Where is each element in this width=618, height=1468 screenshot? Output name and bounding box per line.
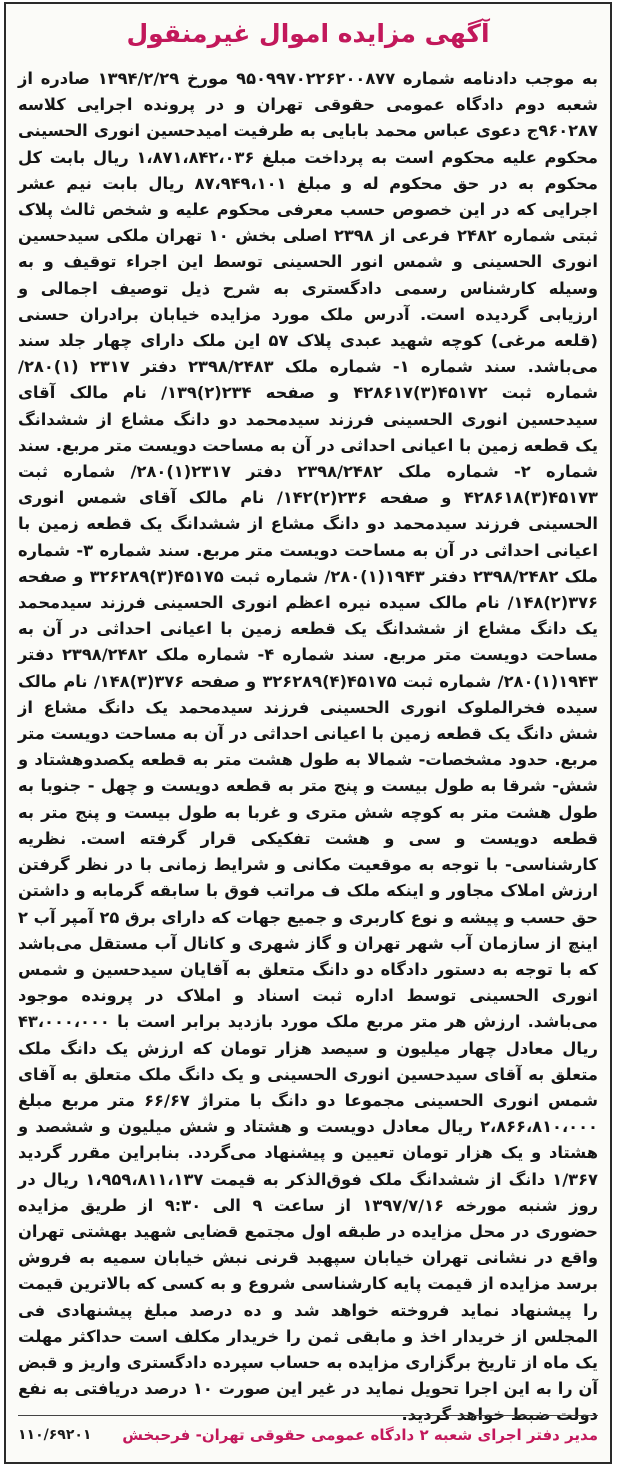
auction-notice [4, 2, 612, 1464]
notice-footer [18, 1415, 598, 1454]
title-bar [6, 4, 610, 62]
notice-body: به موجب دادنامه شماره ۹۵۰۹۹۷۰۲۲۶۲۰۰۸۷۷ مورخ ۱۳۹۴/۲/۲۹ صادره از شعبه دوم دادگاه عمومی حقوقی تهران و در پرونده اجرایی کلاسه ۹۶۰۲۸۷ج دعوی عباس محمد بابایی به طرفیت امیدحسین انوری الحسینی محکوم علیه محکوم است به پرداخت مبلغ ۱،۸۷۱،۸۴۲،۰۳۶ ریال بابت کل محکوم به در حق محکوم له و مبلغ ۸۷،۹۴۹،۱۰۱ ریال بابت نیم عشر اجرایی که در این خصوص حسب معرفی محکوم علیه و شخص ثالث پلاک ثبتی شماره ۲۴۸۲ فرعی از ۲۳۹۸ اصلی بخش ۱۰ تهران ملکی سیدحسین انوری الحسینی و شمس انور الحسینی توسط این اجراء توقیف و به وسیله کارشناس رسمی دادگستری به شرح ذیل توصیف اجمالی و ارزیابی گردیده است. آدرس ملک مورد مزایده خیابان برادران حسنی (قلعه مرغی) کوچه شهید عبدی پلاک ۵۷ این ملک دارای چهار جلد سند می‌باشد. سند شماره ۱- شماره ملک ۲۳۹۸/۲۴۸۳ دفتر ۲۳۱۷ (۱)۲۸۰/ شماره ثبت ۴۵۱۷۲(۳)۴۲۸۶۱۷ و صفحه ۲۳۴(۲)۱۳۹/ نام مالک آقای سیدحسین انوری الحسینی فرزند سیدمحمد دو دانگ مشاع از ششدانگ یک قطعه زمین با اعیانی احداثی در آن به مساحت دویست متر مربع. سند شماره ۲- شماره ملک ۲۳۹۸/۲۴۸۲ دفتر ۲۳۱۷(۱)۲۸۰/ شماره ثبت ۴۵۱۷۳(۳)۴۲۸۶۱۸ و صفحه ۲۳۶(۲)۱۴۲/ نام مالک آقای شمس انوری الحسینی فرزند سیدمحمد دو دانگ مشاع از ششدانگ یک قطعه زمین با اعیانی احداثی در آن به مساحت دویست متر مربع. سند شماره ۳- شماره ملک ۲۳۹۸/۲۴۸۲ دفتر ۱۹۴۳(۱)۲۸۰/ شماره ثبت ۴۵۱۷۵(۳)۳۲۶۲۸۹ و صفحه ۳۷۶(۲)۱۴۸/ نام مالک سیده نیره اعظم انوری الحسینی فرزند سیدمحمد یک دانگ مشاع از ششدانگ یک قطعه زمین با اعیانی احداثی در آن به مساحت دویست متر مربع. سند شماره ۴- شماره ملک ۲۳۹۸/۲۴۸۲ دفتر ۱۹۴۳(۱)۲۸۰/ شماره ثبت ۴۵۱۷۵(۴)۳۲۶۲۸۹ و صفحه ۳۷۶(۳)۱۴۸/ نام مالک سیده فخرالملوک انوری الحسینی فرزند سیدمحمد یک دانگ مشاع از شش دانگ یک قطعه زمین با اعیانی احداثی در آن به مساحت دویست متر مربع. حدود مشخصات- شمالا به طول هشت متر به قطعه یکصدوهشتاد و شش- شرقا به طول بیست و پنج متر به قطعه دویست و چهل - جنوبا به طول هشت متر به کوچه شش متری و غربا به طول بیست و پنج متر به قطعه دویست و سی و هشت تفکیکی قرار گرفته است. نظریه کارشناسی- با توجه به موقعیت مکانی و شرایط زمانی با در نظر گرفتن ارزش املاک مجاور و اینکه ملک ف مراتب فوق با سابقه گرمابه و داشتن حق حسب و پیشه و نوع کاربری و جمیع جهات که دارای برق ۲۵ آمپر آب ۲ اینچ از سازمان آب شهر تهران و گاز شهری و کانال آب مستقل می‌باشد که با توجه به دستور دادگاه دو دانگ متعلق به آقایان سیدحسین و شمس انوری الحسینی توسط اداره ثبت اسناد و املاک در پرونده موجود می‌باشد. ارزش هر متر مربع ملک مورد بازدید برابر است با ۴۳،۰۰۰،۰۰۰ ریال معادل چهار میلیون و سیصد هزار تومان که ارزش یک دانگ ملک متعلق به آقای سیدحسین انوری الحسینی و یک دانگ ملک متعلق به آقای شمس انوری الحسینی مجموعا دو دانگ با متراژ ۶۶/۶۷ متر مربع مبلغ ۲،۸۶۶،۸۱۰،۰۰۰ ریال معادل دویست و هشتاد و شش میلیون و ششصد و هشتاد و یک هزار تومان تعیین و پیشنهاد می‌گردد. بنابراین مقرر گردید ۱/۳۶۷ دانگ از ششدانگ ملک فوق‌الذکر به قیمت ۱،۹۵۹،۸۱۱،۱۳۷ ریال در روز شنبه مورخه ۱۳۹۷/۷/۱۶ از ساعت ۹ الی ۹:۳۰ از طریق مزایده حضوری در محل مزایده در طبقه اول مجتمع قضایی شهید بهشتی تهران واقع در نشانی تهران خیابان سپهبد قرنی نبش خیابان سمیه به فروش برسد مزایده از قیمت پایه کارشناسی شروع و به کسی که بالاترین قیمت را پیشنهاد نماید فروخته خواهد شد و ده درصد مبلغ پیشنهادی فی المجلس از خریدار اخذ و مابقی ثمن را خریدار مکلف است حداکثر مهلت یک ماه از تاریخ برگزاری مزایده به حساب سپرده دادگستری واریز و قبض آن را به این اجرا تحویل نماید در غیر این صورت ۱۰ درصد دریافتی به نفع دولت ضبط خواهد گردید. [18, 69, 599, 1425]
notice-code: ۱۱۰/۶۹۲۰۱ [18, 1427, 92, 1443]
notice-title: آگهی مزایده اموال غیرمنقول [126, 18, 490, 48]
signature-line: مدیر دفتر اجرای شعبه ۲ دادگاه عمومی حقوقی تهران- فرحبخش [122, 1426, 598, 1444]
